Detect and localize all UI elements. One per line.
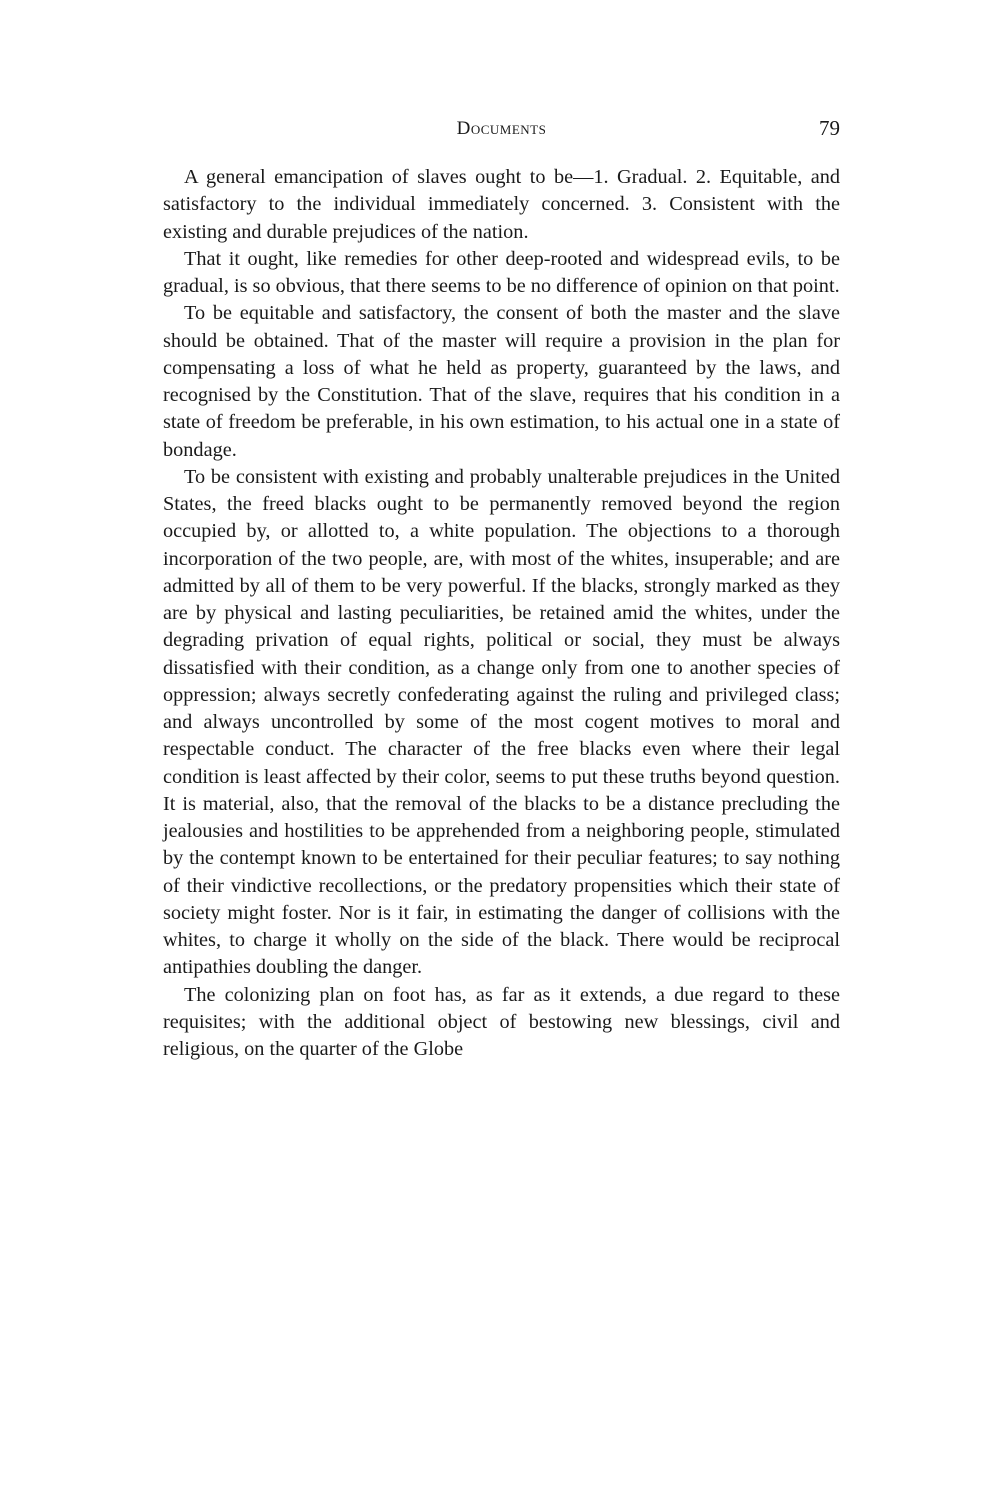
paragraph: To be equitable and satisfactory, the consent of both the master and the slave should be obtained. That of the master will require a provision in the plan for compensating a loss of what he held as property, guaranteed by the laws, and recognised by the Constitution. That of the slave, requires that his condition in a state of freedom be preferable, in his own estimation, to his actual one in a state of bondage. [163, 302, 840, 461]
paragraph: A general emancipation of slaves ought to be—1. Gradual. 2. Equitable, and satisfactory to the individual immediately concerned. 3. Consistent with the existing and durable prejudices of the nation. [163, 166, 840, 243]
running-head [163, 114, 840, 144]
paragraph: To be consistent with existing and probably unalterable prejudices in the United States, the freed blacks ought to be permanently removed beyond the region occupied by, or allotted to, a white population. The objections to a thorough incorporation of the two people, are, with most of the whites, insuperable; and are admitted by all of them to be very powerful. If the blacks, strongly marked as they are by physical and lasting peculiarities, be retained amid the whites, under the degrading privation of equal rights, political or social, they must be always dissatisfied with their condition, as a change only from one to another species of oppression; always secretly confederating against the ruling and privileged class; and always uncontrolled by some of the most cogent motives to moral and respectable conduct. The character of the free blacks even where their legal condition is least affected by their color, seems to put these truths beyond question. It is material, also, that the removal of the blacks to be a distance precluding the jealousies and hostilities to be apprehended from a neighboring people, stimulated by the contempt known to be entertained for their peculiar features; to say nothing of their vindictive recollections, or the predatory propensities which their state of society might foster. Nor is it fair, in estimating the danger of collisions with the whites, to charge it wholly on the side of the black. There would be reciprocal antipathies doubling the danger. [163, 465, 840, 979]
page-number: 79 [819, 116, 840, 140]
body-text [163, 164, 840, 1063]
paragraph: That it ought, like remedies for other deep-rooted and widespread evils, to be gradual, is so obvious, that there seems to be no difference of opinion on that point. [163, 247, 840, 297]
running-title: Documents [456, 118, 547, 139]
paragraph: The colonizing plan on foot has, as far as it extends, a due regard to these requisites; with the additional object of bestowing new blessings, civil and religious, on the quarter of the Globe [163, 983, 840, 1060]
